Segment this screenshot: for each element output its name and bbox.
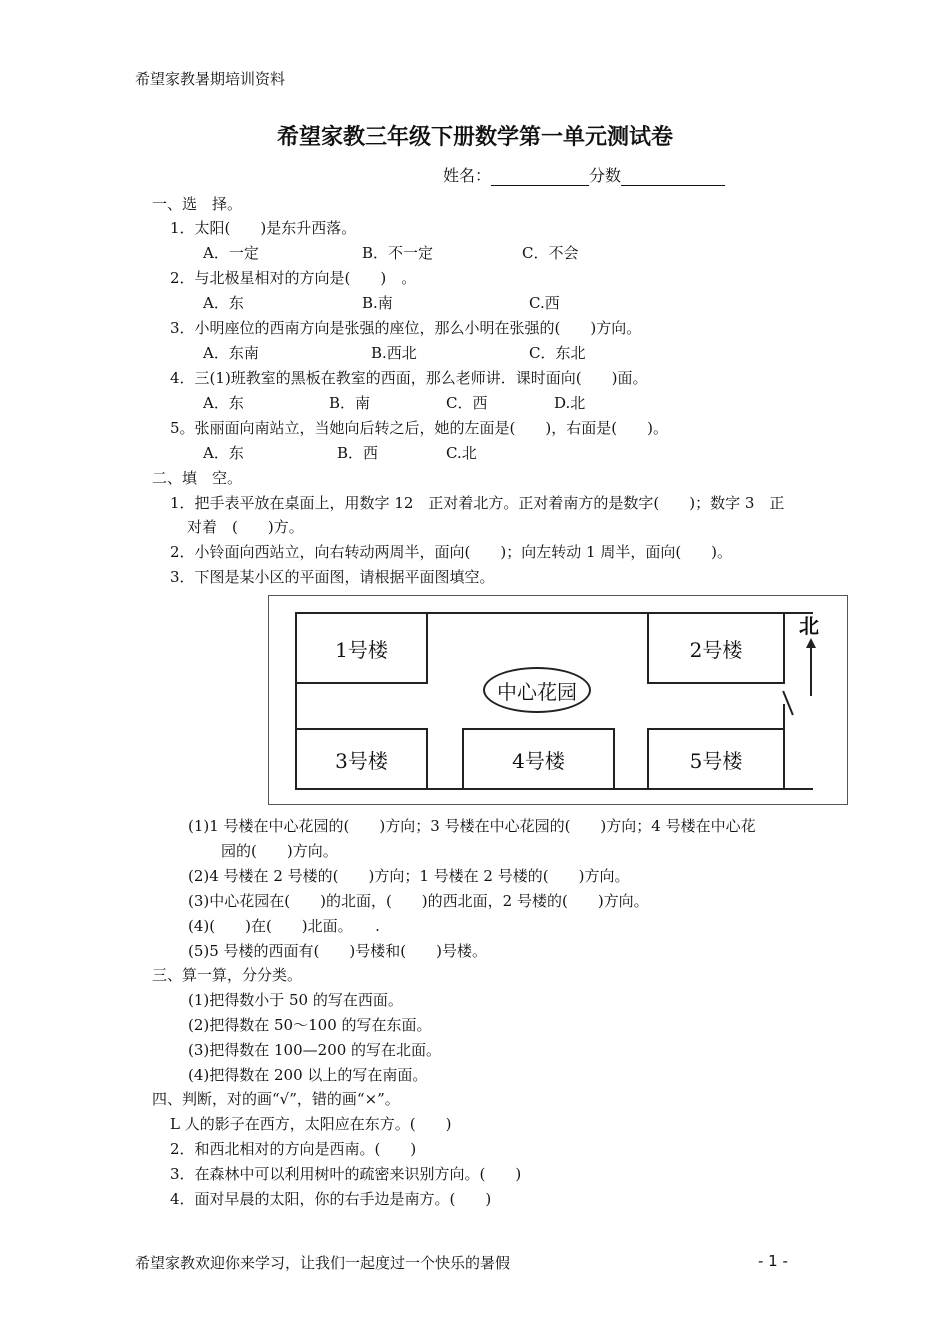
page-footer: 希望家教欢迎你来学习，让我们一起度过一个快乐的暑假 [135, 1254, 511, 1272]
q1-2-opt-a[interactable]: A．东 [203, 294, 244, 312]
q1-2: 2．与北极星相对的方向是( ) 。 [170, 269, 417, 287]
building-3-label: 3号楼 [335, 748, 388, 773]
q1-5: 5。张丽面向南站立，当她向后转之后，她的左面是( )，右面是( )。 [170, 419, 668, 437]
building-3 [295, 728, 428, 790]
building-2 [647, 612, 785, 684]
section3-item-2: (2)把得数在 50～100 的写在东面。 [188, 1016, 432, 1034]
section4-heading: 四、判断，对的画“√”，错的画“×”。 [152, 1090, 400, 1108]
building-4-label: 4号楼 [512, 748, 565, 773]
name-label: 姓名： [443, 166, 492, 185]
section4-item-2: 2．和西北相对的方向是西南。( ) [170, 1140, 417, 1158]
q1-1-opt-c[interactable]: C．不会 [522, 244, 579, 262]
page-title: 希望家教三年级下册数学第一单元测试卷 [276, 124, 673, 150]
score-blank[interactable] [621, 169, 725, 186]
section3-heading: 三、算一算，分分类。 [152, 966, 303, 984]
q2-1-line1: 1．把手表平放在桌面上，用数字 12 正对着北方。正对着南方的是数字( )；数字 3 正 [170, 494, 785, 512]
page-number: - 1 - [758, 1252, 788, 1270]
section2-heading: 二、填 空。 [152, 469, 243, 487]
q1-2-opt-b[interactable]: B.南 [362, 294, 393, 312]
central-garden-label: 中心花园 [497, 679, 577, 704]
section1-heading: 一、选 择。 [152, 195, 243, 213]
q1-4-opt-c[interactable]: C．西 [446, 394, 488, 412]
name-blank[interactable] [491, 169, 589, 186]
building-2-label: 2号楼 [689, 637, 743, 662]
q1-5-opt-b[interactable]: B．西 [337, 444, 379, 462]
central-garden [483, 667, 591, 713]
q1-4-opt-b[interactable]: B．南 [329, 394, 371, 412]
section3-item-4: (4)把得数在 200 以上的写在南面。 [188, 1066, 428, 1084]
north-label: 北 [799, 614, 819, 638]
page-header: 希望家教暑期培训资料 [135, 70, 286, 88]
q1-2-opt-c[interactable]: C.西 [529, 294, 560, 312]
q1-3-opt-b[interactable]: B.西北 [371, 344, 417, 362]
building-5 [647, 728, 785, 790]
q2-3-sub3: (3)中心花园在( )的北面，( )的西北面，2 号楼的( )方向。 [188, 892, 649, 910]
q2-3-sub1-line1: (1)1 号楼在中心花园的( )方向；3 号楼在中心花园的( )方向；4 号楼在中心花 [188, 817, 756, 835]
north-arrow-shaft [810, 644, 812, 696]
section4-item-3: 3．在森林中可以利用树叶的疏密来识别方向。( ) [170, 1165, 522, 1183]
north-arrow-icon [806, 638, 816, 648]
q2-3: 3．下图是某小区的平面图，请根据平面图填空。 [170, 568, 495, 586]
section4-item-1: L 人的影子在西方，太阳应在东方。( ) [170, 1115, 452, 1133]
building-1 [295, 612, 428, 684]
section3-item-1: (1)把得数小于 50 的写在西面。 [188, 991, 403, 1009]
q2-2: 2．小铃面向西站立，向右转动两周半，面向( )；向左转动 1 周半，面向( )。 [170, 543, 733, 561]
q2-3-sub4: (4)( )在( )北面。 . [188, 917, 380, 935]
q1-1: 1．太阳( )是东升西落。 [170, 219, 357, 237]
q1-4-opt-a[interactable]: A．东 [203, 394, 244, 412]
q1-3: 3．小明座位的西南方向是张强的座位，那么小明在张强的( )方向。 [170, 319, 642, 337]
q1-4: 4．三(1)班教室的黑板在教室的西面，那么老师讲．课时面向( )面。 [170, 369, 648, 387]
q2-3-sub5: (5)5 号楼的西面有( )号楼和( )号楼。 [188, 942, 487, 960]
section4-item-4: 4．面对早晨的太阳，你的右手边是南方。( ) [170, 1190, 492, 1208]
q1-5-opt-a[interactable]: A．东 [203, 444, 244, 462]
q1-3-opt-a[interactable]: A．东南 [203, 344, 259, 362]
building-4 [462, 728, 615, 790]
q1-5-opt-c[interactable]: C.北 [446, 444, 477, 462]
q1-4-opt-d[interactable]: D.北 [554, 394, 586, 412]
q2-3-sub2: (2)4 号楼在 2 号楼的( )方向；1 号楼在 2 号楼的( )方向。 [188, 867, 630, 885]
q1-3-opt-c[interactable]: C．东北 [529, 344, 586, 362]
community-map [268, 595, 848, 805]
building-5-label: 5号楼 [689, 748, 743, 773]
q1-1-opt-a[interactable]: A．一定 [203, 244, 259, 262]
section3-item-3: (3)把得数在 100—200 的写在北面。 [188, 1041, 442, 1059]
building-1-label: 1号楼 [335, 637, 388, 662]
score-label: 分数 [589, 166, 622, 185]
q1-1-opt-b[interactable]: B．不一定 [362, 244, 434, 262]
name-score-line [443, 166, 725, 186]
q2-3-sub1-line2: 园的( )方向。 [221, 842, 338, 860]
q2-1-line2: 对着 ( )方。 [187, 518, 304, 536]
